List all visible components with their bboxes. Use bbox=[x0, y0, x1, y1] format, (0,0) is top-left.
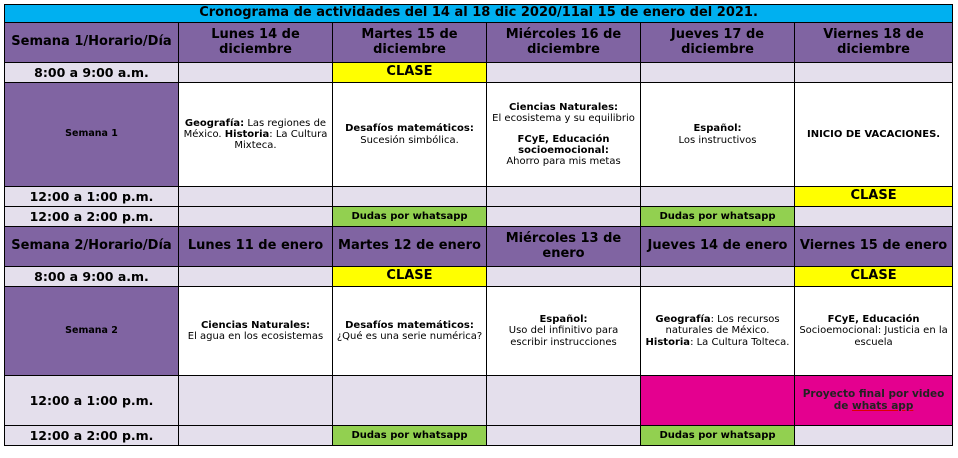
schedule-title: Cronograma de actividades del 14 al 18 dic 2020/11al 15 de enero del 2021. bbox=[5, 5, 953, 23]
week2-empty-cell bbox=[641, 267, 795, 287]
week1-dudas-tue: Dudas por whatsapp bbox=[333, 207, 487, 227]
week1-thu-topic: Los instructivos bbox=[678, 134, 757, 146]
week1-fri-vacation: INICIO DE VACACIONES. bbox=[795, 83, 953, 187]
week2-thu-topic2: : La Cultura Tolteca. bbox=[690, 336, 790, 348]
week2-header-fri: Viernes 15 de enero bbox=[795, 227, 953, 267]
week2-header-label: Semana 2/Horario/Día bbox=[5, 227, 179, 267]
week1-empty-cell bbox=[795, 63, 953, 83]
week1-mon-topic1: Las regiones de México. bbox=[183, 117, 327, 140]
week2-thu-subject1: Geografía bbox=[655, 314, 711, 326]
week2-header-thu: Jueves 14 de enero bbox=[641, 227, 795, 267]
week2-fri-activity bbox=[795, 287, 953, 376]
week2-fri-subject: FCyE, Educación bbox=[827, 314, 920, 326]
week2-header-tue: Martes 12 de enero bbox=[333, 227, 487, 267]
week2-wed-topic: Uso del infinitivo para escribir instrucciones bbox=[508, 325, 619, 348]
week2-empty-cell bbox=[179, 267, 333, 287]
week2-empty-cell bbox=[487, 426, 641, 446]
week1-clase-fri: CLASE bbox=[795, 187, 953, 207]
week2-empty-cell bbox=[179, 426, 333, 446]
week1-wed-topic2: Ahorro para mis metas bbox=[506, 156, 621, 168]
week1-wed-activity bbox=[487, 83, 641, 187]
week1-empty-cell bbox=[487, 63, 641, 83]
week1-header-thu: Jueves 17 de diciembre bbox=[641, 23, 795, 63]
week1-label: Semana 1 bbox=[5, 83, 179, 187]
week2-label: Semana 2 bbox=[5, 287, 179, 376]
week2-thu-topic1: : Los recursos naturales de México. bbox=[665, 314, 780, 337]
week2-header-mon: Lunes 11 de enero bbox=[179, 227, 333, 267]
week1-empty-cell bbox=[641, 63, 795, 83]
week1-dudas-thu: Dudas por whatsapp bbox=[641, 207, 795, 227]
week2-wed-subject: Español: bbox=[539, 314, 588, 326]
week2-wed-activity bbox=[487, 287, 641, 376]
week1-time-12-1: 12:00 a 1:00 p.m. bbox=[5, 187, 179, 207]
week2-mon-topic: El agua en los ecosistemas bbox=[187, 331, 324, 342]
week1-thu-subject: Español: bbox=[693, 123, 742, 135]
week2-time-12-1: 12:00 a 1:00 p.m. bbox=[5, 376, 179, 426]
week2-time-8: 8:00 a 9:00 a.m. bbox=[5, 267, 179, 287]
week2-empty-cell bbox=[487, 376, 641, 426]
week1-mon-topic2: : La Cultura Mixteca. bbox=[234, 128, 328, 152]
week1-clase-tue: CLASE bbox=[333, 63, 487, 83]
week1-mon-subject1: Geografía: bbox=[184, 117, 245, 129]
week2-mon-subject: Ciencias Naturales: bbox=[200, 319, 311, 331]
week1-empty-cell bbox=[333, 187, 487, 207]
week2-header-wed: Miércoles 13 de enero bbox=[487, 227, 641, 267]
week1-mon-subject2: Historia bbox=[224, 128, 270, 140]
week1-thu-activity bbox=[641, 83, 795, 187]
week2-fri-topic: Socioemocional: Justicia en la escuela bbox=[799, 325, 948, 348]
week1-wed-topic1: El ecosistema y su equilibrio bbox=[492, 112, 635, 124]
week1-tue-activity bbox=[333, 83, 487, 187]
week2-empty-cell bbox=[179, 376, 333, 426]
week1-header-wed: Miércoles 16 de diciembre bbox=[487, 23, 641, 63]
week2-thu-subject2: Historia bbox=[645, 336, 691, 348]
week2-proyecto-text: Proyecto final por video de bbox=[802, 387, 945, 412]
schedule-table bbox=[4, 4, 953, 446]
week1-wed-subject2: FCyE, Educación socioemocional: bbox=[517, 133, 610, 157]
week2-thu-activity bbox=[641, 287, 795, 376]
week1-mon-activity bbox=[179, 83, 333, 187]
week2-mon-activity bbox=[179, 287, 333, 376]
week2-tue-topic: ¿Qué es una serie numérica? bbox=[336, 331, 483, 342]
week2-time-12-2: 12:00 a 2:00 p.m. bbox=[5, 426, 179, 446]
week1-empty-cell bbox=[179, 63, 333, 83]
week1-empty-cell bbox=[795, 207, 953, 227]
week1-empty-cell bbox=[179, 207, 333, 227]
week1-header-label: Semana 1/Horario/Día bbox=[5, 23, 179, 63]
week2-proyecto-final bbox=[795, 376, 953, 426]
week1-empty-cell bbox=[487, 207, 641, 227]
week2-empty-cell bbox=[487, 267, 641, 287]
week2-empty-cell bbox=[333, 376, 487, 426]
week1-tue-subject: Desafíos matemáticos: bbox=[345, 123, 474, 135]
week2-clase-fri: CLASE bbox=[795, 267, 953, 287]
week1-time-12-2: 12:00 a 2:00 p.m. bbox=[5, 207, 179, 227]
week1-empty-cell bbox=[487, 187, 641, 207]
week1-header-tue: Martes 15 de diciembre bbox=[333, 23, 487, 63]
week1-wed-subject1: Ciencias Naturales: bbox=[508, 101, 619, 113]
week1-empty-cell bbox=[641, 187, 795, 207]
week2-highlight-thu bbox=[641, 376, 795, 426]
week2-proyecto-whatsapp: whats app bbox=[852, 399, 914, 412]
week1-header-mon: Lunes 14 de diciembre bbox=[179, 23, 333, 63]
week2-dudas-thu: Dudas por whatsapp bbox=[641, 426, 795, 446]
week2-tue-activity bbox=[333, 287, 487, 376]
week1-empty-cell bbox=[179, 187, 333, 207]
week1-header-fri: Viernes 18 de diciembre bbox=[795, 23, 953, 63]
week1-time-8: 8:00 a 9:00 a.m. bbox=[5, 63, 179, 83]
week1-tue-topic: Sucesión simbólica. bbox=[360, 134, 459, 146]
week2-empty-cell bbox=[795, 426, 953, 446]
week2-tue-subject: Desafíos matemáticos: bbox=[345, 319, 474, 331]
week2-dudas-tue: Dudas por whatsapp bbox=[333, 426, 487, 446]
week2-clase-tue: CLASE bbox=[333, 267, 487, 287]
